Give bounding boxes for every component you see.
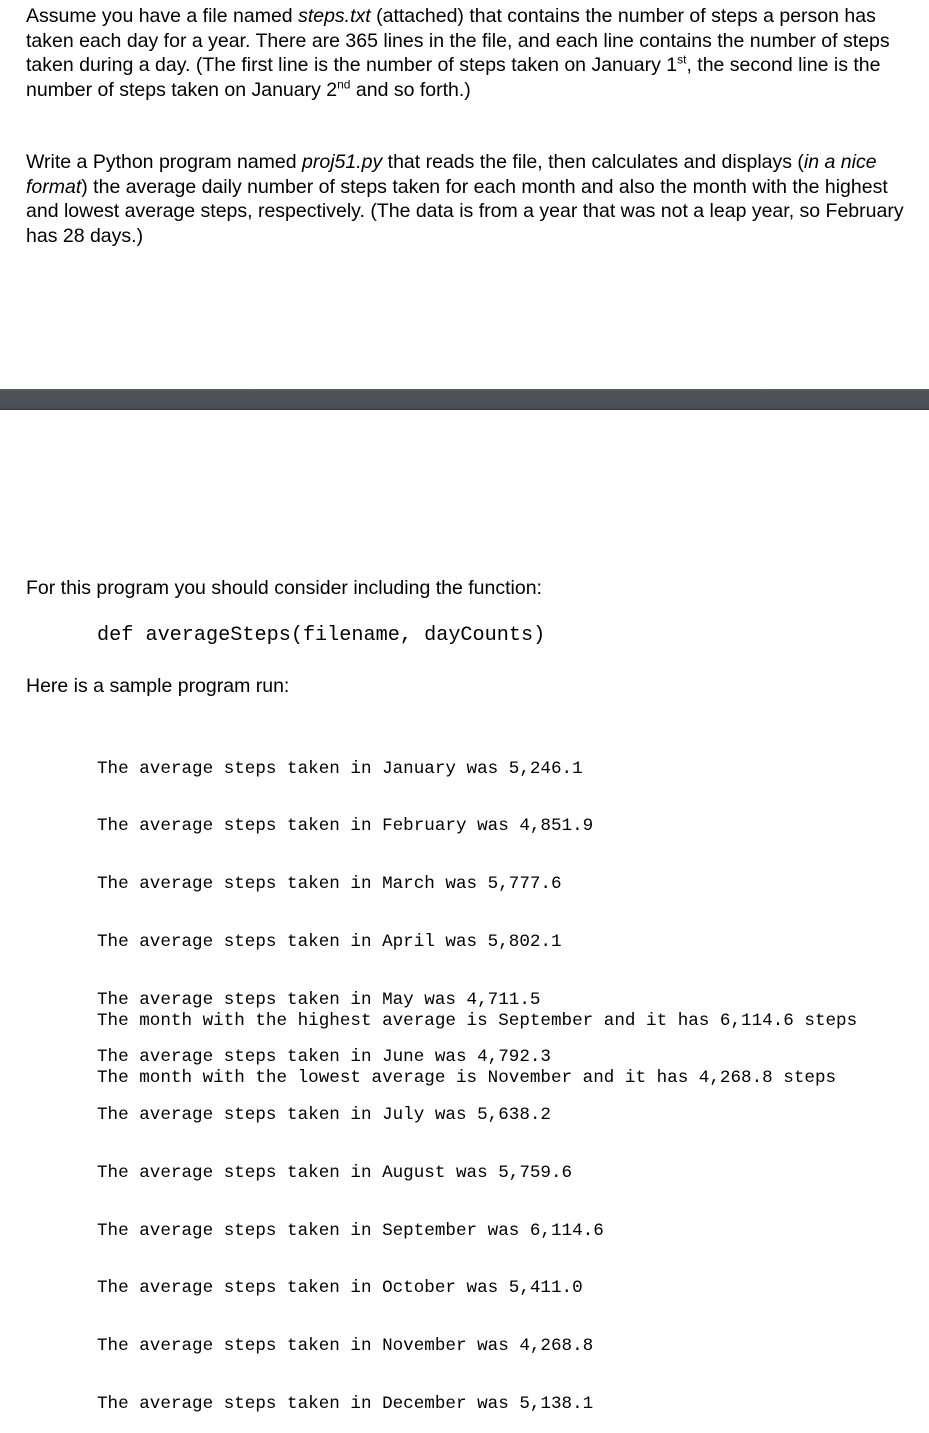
function-hint-text: For this program you should consider including the function:: [26, 577, 542, 599]
page-divider: [0, 389, 929, 410]
function-signature: def averageSteps(filename, dayCounts): [97, 624, 546, 647]
summary-output: [97, 973, 857, 1108]
output-line: The average steps taken in April was 5,802.1: [97, 931, 562, 952]
assignment-description: Assume you have a file named steps.txt (attached) that contains the number of steps a person has taken each day for a year. There are 365 lines in the file, and each line contains the number of steps taken during a day. (The first line is the number of steps taken on January 1st, the second line is the number of steps taken on January 2nd and so forth.): [26, 5, 890, 101]
output-line: The average steps taken in February was 4,851.9: [97, 816, 594, 837]
file-name: steps.txt: [298, 5, 371, 27]
superscript-nd: nd: [337, 77, 351, 92]
program-name: proj51.py: [302, 151, 383, 173]
sample-run-label: Here is a sample program run:: [26, 675, 290, 697]
output-line: The average steps taken in October was 5,411.0: [97, 1278, 583, 1299]
output-line: The average steps taken in July was 5,638.2: [97, 1105, 551, 1125]
output-line: The average steps taken in June was 4,792.3: [97, 1047, 551, 1068]
output-line: The average steps taken in December was 5,138.1: [97, 1393, 594, 1414]
output-line: The average steps taken in January was 5,246.1: [97, 758, 583, 779]
output-line: The average steps taken in March was 5,777.6: [97, 874, 562, 894]
output-line: The average steps taken in May was 4,711.5: [97, 989, 541, 1010]
output-line: The average steps taken in November was 4,268.8: [97, 1336, 594, 1356]
output-line: The average steps taken in August was 5,759.6: [97, 1162, 573, 1183]
assignment-instructions: Write a Python program named proj51.py that reads the file, then calculates and displays (in a nice format) the average daily number of steps taken for each month and also the month with the highest and lowest average steps, respectively. (The data is from a year that was not a leap year, so February has 28 days.): [26, 151, 904, 247]
lowest-average-line: The month with the lowest average is November and it has 4,268.8 steps: [97, 1068, 837, 1089]
output-line: The average steps taken in September was 6,114.6: [97, 1220, 604, 1241]
assignment-page: [0, 0, 929, 388]
superscript-st: st: [677, 52, 687, 67]
highest-average-line: The month with the highest average is September and it has 6,114.6 steps: [97, 1010, 858, 1031]
format-emphasis: in a nice format: [26, 151, 877, 198]
